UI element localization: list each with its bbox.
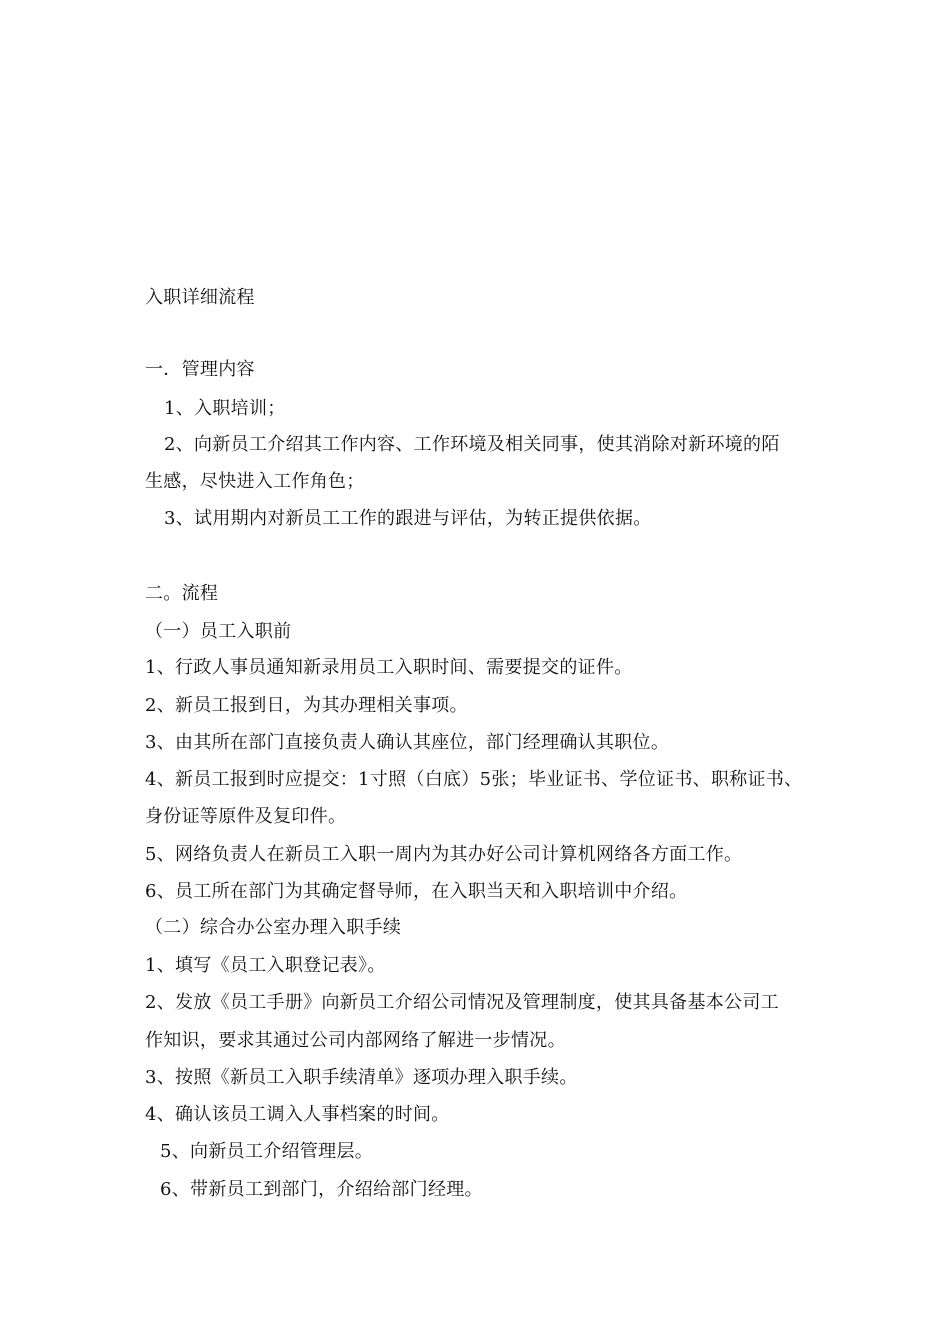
sub1-item5: 5、网络负责人在新员工入职一周内为其办好公司计算机网络各方面工作。 — [145, 844, 743, 865]
sub1-item4-line2: 身份证等原件及复印件。 — [145, 806, 347, 827]
sub1-item3: 3、由其所在部门直接负责人确认其座位，部门经理确认其职位。 — [145, 732, 670, 753]
sub1-item6: 6、员工所在部门为其确定督导师，在入职当天和入职培训中介绍。 — [145, 881, 688, 902]
document-title: 入职详细流程 — [145, 287, 255, 308]
sub1-heading: （一）员工入职前 — [145, 621, 292, 642]
sub2-item6: 6、带新员工到部门，介绍给部门经理。 — [160, 1179, 483, 1200]
sub2-item5: 5、向新员工介绍管理层。 — [160, 1141, 374, 1162]
section1-item2-line1: 2、向新员工介绍其工作内容、工作环境及相关同事，使其消除对新环境的陌 — [164, 434, 780, 455]
sub2-item2-line1: 2、发放《员工手册》向新员工介绍公司情况及管理制度，使其具备基本公司工 — [145, 992, 779, 1013]
sub1-item2: 2、新员工报到日，为其办理相关事项。 — [145, 695, 468, 716]
sub2-item4: 4、确认该员工调入人事档案的时间。 — [145, 1104, 450, 1125]
sub1-item1: 1、行政人事员通知新录用员工入职时间、需要提交的证件。 — [145, 657, 633, 678]
sub2-item3: 3、按照《新员工入职手续清单》逐项办理入职手续。 — [145, 1067, 578, 1088]
section2-heading: 二。流程 — [145, 583, 219, 604]
sub2-item2-line2: 作知识，要求其通过公司内部网络了解进一步情况。 — [145, 1030, 566, 1051]
section1-item1: 1、入职培训； — [164, 398, 286, 419]
sub1-item4-line1: 4、新员工报到时应提交：1寸照（白底）5张；毕业证书、学位证书、职称证书、 — [145, 769, 803, 790]
section1-item2-line2: 生感，尽快进入工作角色； — [145, 471, 365, 492]
section1-item3: 3、试用期内对新员工工作的跟进与评估，为转正提供依据。 — [164, 508, 652, 529]
section1-heading: 一．管理内容 — [145, 359, 255, 380]
sub2-heading: （二）综合办公室办理入职手续 — [145, 917, 402, 938]
sub2-item1: 1、填写《员工入职登记表》。 — [145, 955, 386, 976]
